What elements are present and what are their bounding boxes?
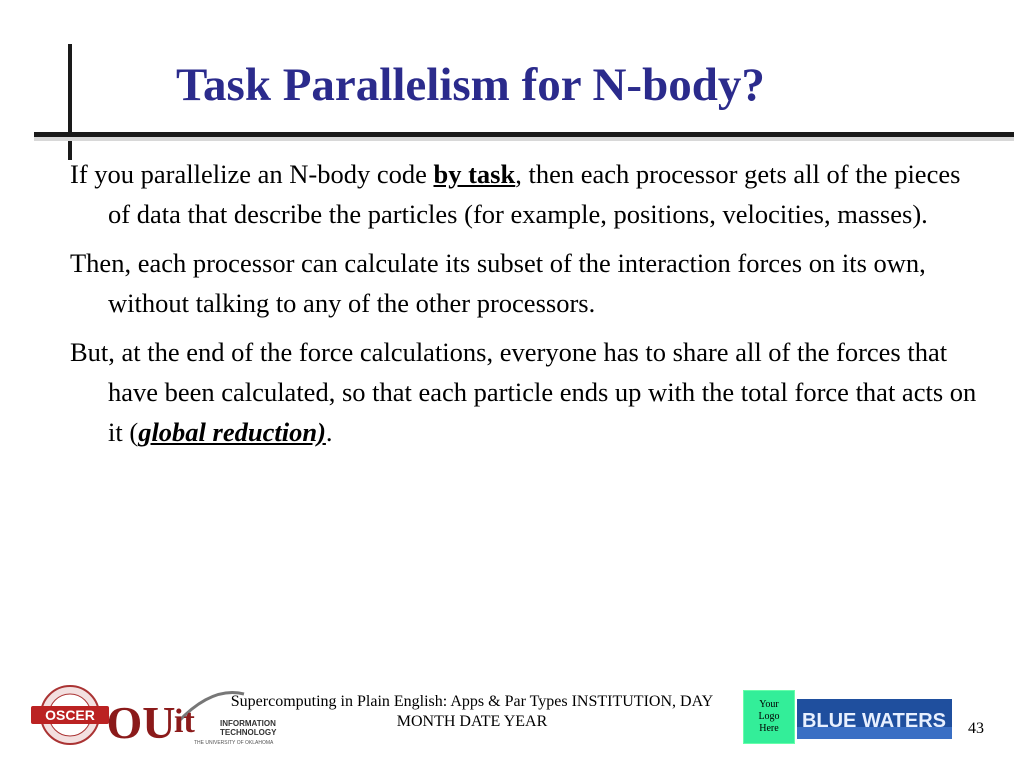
decor-vertical-rule bbox=[68, 44, 72, 160]
decor-horizontal-rule bbox=[34, 132, 1014, 137]
your-logo-placeholder bbox=[743, 690, 795, 744]
footer-caption bbox=[172, 692, 772, 732]
bullet-1-pre: If you parallelize an N-body code bbox=[70, 159, 434, 189]
svg-text:BLUE WATERS: BLUE WATERS bbox=[801, 710, 947, 732]
slide-title: Task Parallelism for N-body? bbox=[176, 59, 765, 111]
blue-waters-logo bbox=[797, 699, 952, 739]
slide-footer bbox=[0, 680, 1024, 768]
bullet-1-emphasis: by task bbox=[433, 159, 516, 189]
svg-text:it: it bbox=[174, 703, 195, 740]
footer-line-2: MONTH DATE YEAR bbox=[396, 713, 548, 730]
your-logo-line-1: Your bbox=[759, 699, 779, 710]
your-logo-line-3: Here bbox=[759, 723, 779, 734]
svg-text:OSCER: OSCER bbox=[45, 707, 95, 723]
ou-logo bbox=[106, 688, 176, 748]
slide-body bbox=[70, 154, 980, 461]
bullet-2: Then, each processor can calculate its subset of the interaction forces on its own, without talking to any of the other processors. bbox=[70, 248, 926, 318]
footer-line-1: Supercomputing in Plain English: Apps & Par Types INSTITUTION, DAY bbox=[230, 693, 714, 710]
bullet-3-pre: But, at the end of the force calculations, everyone has to share all of the forces that have been calculated, so that each particle ends up with the total force that acts on it ( bbox=[70, 337, 977, 447]
bullet-3-emphasis: global reduction) bbox=[138, 417, 326, 447]
svg-text:TECHNOLOGY: TECHNOLOGY bbox=[220, 728, 277, 737]
bullet-1 bbox=[70, 154, 980, 234]
your-logo-line-2: Logo bbox=[758, 711, 780, 722]
oscer-logo bbox=[25, 684, 115, 746]
svg-text:THE UNIVERSITY OF OKLAHOMA: THE UNIVERSITY OF OKLAHOMA bbox=[194, 740, 274, 746]
bullet-3 bbox=[70, 332, 980, 452]
bullet-3-post: . bbox=[325, 417, 333, 447]
svg-text:INFORMATION: INFORMATION bbox=[220, 719, 276, 728]
bullet-1-post: , then each processor gets all of the pieces of data that describe the particles (for example, positions, velocities, masses). bbox=[108, 159, 961, 229]
page-number: 43 bbox=[968, 720, 984, 737]
svg-text:OU: OU bbox=[106, 697, 176, 748]
